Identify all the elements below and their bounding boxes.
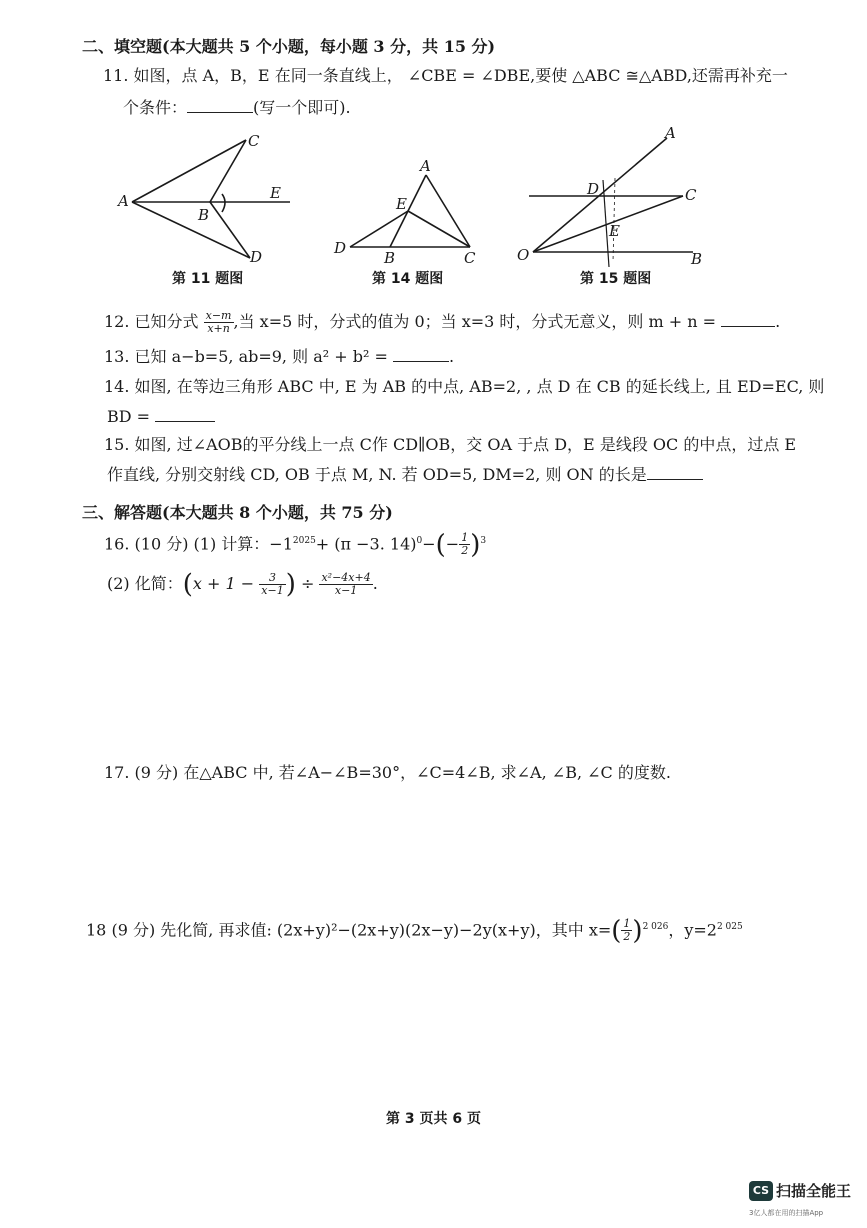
fig11-label-b: B <box>198 206 210 224</box>
q16-line2-prefix: (2) 化简： <box>107 574 183 593</box>
question-12-fraction <box>204 310 234 335</box>
fraction-numerator: 1 <box>461 531 469 545</box>
fraction-numerator: x²−4x+4 <box>321 571 371 584</box>
section-3-heading: 三、解答题(本大题共 8 个小题，共 75 分) <box>82 503 393 522</box>
question-12-answer-blank[interactable] <box>721 312 775 327</box>
fig11-label-c: C <box>248 132 260 150</box>
question-13-answer-blank[interactable] <box>393 347 449 362</box>
fig14-label-a: A <box>420 157 431 175</box>
q16-line2-inner: x + 1 − <box>192 574 255 593</box>
q16-exp-2: 0 <box>416 536 423 546</box>
fig14-label-b: B <box>384 249 396 267</box>
fig14-label-d: D <box>334 239 347 257</box>
fraction-denominator: x−1 <box>334 584 358 597</box>
fig15-label-d: D <box>587 180 600 198</box>
figure-11 <box>110 128 310 268</box>
q18-mid: ，y=2 <box>668 920 717 940</box>
q18-paren-close: ) <box>632 915 643 946</box>
question-13-end: . <box>448 347 455 366</box>
fig15-label-e: E <box>609 222 620 240</box>
question-12-prefix: 12. 已知分式 <box>104 312 199 331</box>
q18-fraction-half <box>621 918 632 943</box>
question-15-prefix: 作直线, 分别交射线 CD, OB 于点 M, N. 若 OD=5, DM=2, 则 ON 的长是 <box>107 465 647 484</box>
question-18 <box>86 915 743 946</box>
q16-fraction-1 <box>259 572 285 597</box>
fig14-label-e: E <box>396 195 407 213</box>
fraction-numerator: x−m <box>205 309 232 322</box>
q16-line1-prefix: 16. (10 分) (1) 计算：−1 <box>104 534 293 554</box>
q16-paren-open: ( <box>182 569 193 600</box>
question-14-line-1: 14. 如图, 在等边三角形 ABC 中, E 为 AB 的中点, AB=2, , 点 D 在 CB 的延长线上, 且 ED=EC, 则 <box>104 377 825 396</box>
q16-line1-dash: − <box>422 534 436 554</box>
question-16-part-1: 16. (10 分) (1) 计算：$-1^{2025}+ (\pi -3$. 14)$^0$−(− $\frac{1}{2}$ )$^3$ <box>104 529 487 560</box>
fig15-label-c: C <box>685 186 697 204</box>
q16-line1-mid: + (π −3. 14) <box>315 534 417 554</box>
question-14-prefix: BD = <box>107 407 151 426</box>
fig11-label-e: E <box>270 184 281 202</box>
fig15-label-a: A <box>665 124 676 142</box>
question-12-end: . <box>775 312 781 331</box>
section-2-heading: 二、填空题(本大题共 5 个小题，每小题 3 分，共 15 分) <box>82 37 496 56</box>
page-footer: 第 3 页共 6 页 <box>386 1111 481 1127</box>
fraction-numerator: 1 <box>623 917 631 931</box>
q16-fraction-half <box>459 532 470 557</box>
fraction-denominator: x+n <box>207 322 230 335</box>
fraction-denominator: 2 <box>461 544 469 558</box>
q16-exp-1: 2025 <box>292 536 316 546</box>
q16-right-paren: ) <box>470 529 481 560</box>
fraction-denominator: 2 <box>623 930 631 944</box>
q18-prefix: 18 (9 分) 先化简, 再求值: (2x+y)²−(2x+y)(2x−y)−2y(x+y)，其中 x= <box>86 920 612 940</box>
q18-exp-1: 2 026 <box>642 922 669 932</box>
question-16-part-2 <box>107 569 378 600</box>
question-15-line-1: 15. 如图, 过∠AOB的平分线上一点 C作 CD∥OB，交 OA 于点 D，E 是线段 OC 的中点，过点 E <box>104 435 797 454</box>
q16-divide: ÷ <box>300 574 315 593</box>
q16-left-paren: ( <box>435 529 446 560</box>
question-14-line-2 <box>107 406 215 428</box>
question-12-suffix: ,当 x=5 时，分式的值为 0；当 x=3 时，分式无意义，则 m + n = <box>233 312 717 331</box>
question-11-prefix: 个条件： <box>123 98 188 117</box>
fig14-label-c: C <box>464 249 476 267</box>
figure-14 <box>328 155 488 270</box>
fig15-label-b: B <box>691 250 703 268</box>
figure-15-caption: 第 15 题图 <box>580 271 652 287</box>
question-15-answer-blank[interactable] <box>647 465 703 480</box>
question-14-answer-blank[interactable] <box>155 407 215 422</box>
q16-paren-close: ) <box>285 569 296 600</box>
fig15-label-o: O <box>517 246 530 264</box>
scanner-logo-icon: CS <box>749 1181 773 1201</box>
scanner-watermark <box>749 1180 851 1201</box>
question-12 <box>104 310 780 335</box>
fig11-label-a: A <box>118 192 129 210</box>
scanner-tagline: 3亿人都在用的扫描App <box>749 1209 824 1217</box>
question-17: 17. (9 分) 在△ABC 中, 若∠A−∠B=30°，∠C=4∠B, 求∠A, ∠B, ∠C 的度数. <box>104 763 671 782</box>
question-11-line-1: 11. 如图，点 A，B，E 在同一条直线上， ∠CBE = ∠DBE,要使 △ABC ≅△ABD,还需再补充一 <box>103 66 788 85</box>
q18-exp-2: 2 025 <box>716 922 743 932</box>
q16-exp-3: 3 <box>480 536 487 546</box>
question-11-line-2 <box>123 97 351 119</box>
figure-11-caption: 第 11 题图 <box>172 271 244 287</box>
fraction-denominator: x−1 <box>261 584 284 597</box>
fraction-numerator: 3 <box>259 572 285 585</box>
question-11-answer-blank[interactable] <box>187 98 253 113</box>
scanner-app-name: 扫描全能王 <box>776 1182 852 1200</box>
question-15-line-2 <box>107 464 703 486</box>
figure-15 <box>515 122 715 270</box>
question-13 <box>104 346 454 368</box>
fig11-label-d: D <box>250 248 263 266</box>
q16-fraction-2 <box>319 572 372 597</box>
figure-14-caption: 第 14 题图 <box>372 271 444 287</box>
question-13-prefix: 13. 已知 a−b=5, ab=9, 则 a² + b² = <box>104 347 388 366</box>
q16-line2-end: . <box>372 574 378 593</box>
q18-paren-open: ( <box>611 915 622 946</box>
question-11-suffix: (写一个即可). <box>253 98 351 117</box>
